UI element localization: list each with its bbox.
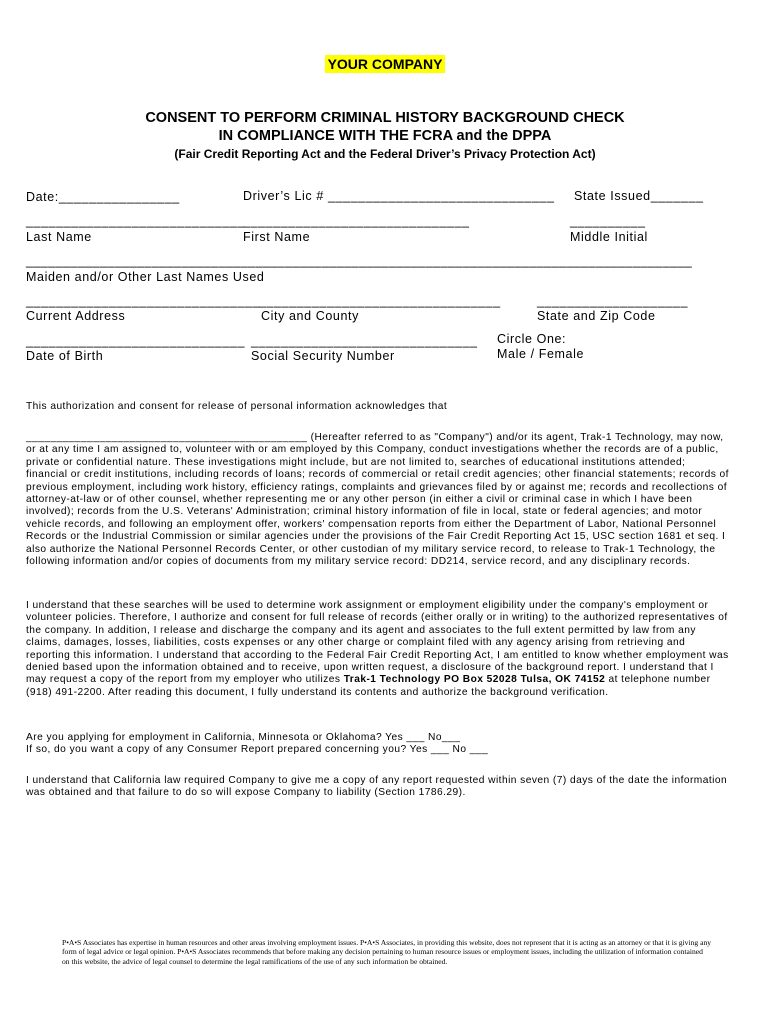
city-county-label: City and County <box>261 309 359 323</box>
company-name <box>0 56 770 74</box>
ssn-line[interactable]: ______________________________ <box>251 334 478 348</box>
last-name-line[interactable]: _____________________________ <box>26 214 246 228</box>
maiden-name-line[interactable]: __________________________________________________________________________________________ <box>26 254 693 268</box>
authorization-paragraph: ______________________________________________ (Hereafter referred to as "Company") and/or its agent, Trak-1 Technology, may now, or at any time I am assigned to, volunteer with or am employed by this Company, conduct investigations whether the records are of a public, private or confidential nature. These investigations might include, but are not limited to, searches of educational institutions attended; financial or credit institutions, including records of loans; records of commercial or retail credit agencies; other financial statements; records of previous employment, including work history, efficiency ratings, complaints and grievances filed by or against me; records and recollections of attorney-at-law or of other counsel, whether representing me or any other person (in either a civil or criminal case in which I have been involved); records from the U.S. Veterans' Administration; criminal history information of file in local, state or federal agencies; and motor vehicle records, and following an employment offer, workers' compensation reports from either the Department of Labor, National Personnel Records or the Industrial Commission or similar agencies under the provisions of the Fair Credit Reporting Act 15, USC section 1681 et seq. I also authorize the National Personnel Records Center, or other custodian of my military service record, to release to Trak-1 Technology, the following information and/or copies of documents from my military service record: DD214, service record, and any disciplinary records. <box>26 432 729 568</box>
california-paragraph: I understand that California law required Company to give me a copy of any report requested within seven (7) days of the date the information was obtained and that failure to do so will expose Company to liability (Section 1786.29). <box>26 775 728 799</box>
middle-initial-line[interactable]: __________ <box>570 214 646 228</box>
page-title-line2: IN COMPLIANCE WITH THE FCRA and the DPPA <box>218 128 552 144</box>
first-name-label: First Name <box>243 230 311 244</box>
release-text-a: I understand that these searches will be used to determine work assignment or employment eligibility under the company's employment or volunteer policies. Therefore, I authorize and consent for full release of records (either orally or in writing) to the authorized representatives of the company. In addition, I release and discharge the company and its agent and associates to the full extent permitted by law from any claims, damages, losses, liabilities, costs expenses or any other charge or complaint filed with any agency arising from retrieving and reporting this information. I understand that according to the Federal Fair Credit Reporting Act, I am entitled to know whether employment was denied based upon the information obtained and to receive, upon written request, a disclosure of the background report. I understand that I may request a copy of the report from my employer who utilizes <box>26 600 729 686</box>
page-title-line1: CONSENT TO PERFORM CRIMINAL HISTORY BACKGROUND CHECK <box>145 110 625 126</box>
company-highlight: YOUR COMPANY <box>325 55 446 73</box>
date-field[interactable]: Date:________________ <box>26 190 180 204</box>
last-name-label: Last Name <box>26 230 92 244</box>
current-address-line[interactable]: _______________________________ <box>26 294 261 308</box>
ssn-label: Social Security Number <box>251 349 395 363</box>
page-subtitle: (Fair Credit Reporting Act and the Federal Driver’s Privacy Protection Act) <box>174 147 596 161</box>
release-paragraph <box>26 600 730 699</box>
maiden-name-label: Maiden and/or Other Last Names Used <box>26 270 265 284</box>
intro-text: This authorization and consent for release of personal information acknowledges that <box>26 401 448 412</box>
state-question-1[interactable]: Are you applying for employment in California, Minnesota or Oklahoma? Yes ___ No___ <box>26 732 461 743</box>
middle-initial-label: Middle Initial <box>570 230 648 244</box>
drivers-license-field[interactable]: Driver’s Lic # ______________________________ <box>243 189 555 203</box>
city-county-line[interactable]: ________________________________ <box>259 294 501 308</box>
state-issued-field[interactable]: State Issued_______ <box>574 189 704 203</box>
gender-choice[interactable]: Male / Female <box>497 347 584 361</box>
current-address-label: Current Address <box>26 309 126 323</box>
release-text-b: at telephone number (918) 491-2200. After reading this document, I fully understand its contents and authorize the background verification. <box>26 674 711 698</box>
state-zip-label: State and Zip Code <box>537 309 656 323</box>
date-of-birth-label: Date of Birth <box>26 349 104 363</box>
circle-one-label: Circle One: <box>497 332 567 346</box>
trak1-address: Trak-1 Technology PO Box 52028 Tulsa, OK 74152 <box>343 674 606 686</box>
legal-disclaimer: P•A•S Associates has expertise in human resources and other areas involving employment issues. P•A•S Associates, in providing this website, does not represent that it is acting as an attorney or that it is giving any form of legal advice or legal opinion. P•A•S Associates recommends that before making any decision pertaining to human resource issues or employment issues, including the utilization of information contained on this website, the advice of legal counsel to determine the legal ramifications of the use of any such information be obtained. <box>62 938 712 966</box>
state-zip-line[interactable]: ____________________ <box>537 294 689 308</box>
first-name-line[interactable]: ______________________________ <box>243 214 470 228</box>
state-question-2[interactable]: If so, do you want a copy of any Consumer Report prepared concerning you? Yes ___ No ___ <box>26 744 489 755</box>
date-of-birth-line[interactable]: _____________________________ <box>26 334 246 348</box>
